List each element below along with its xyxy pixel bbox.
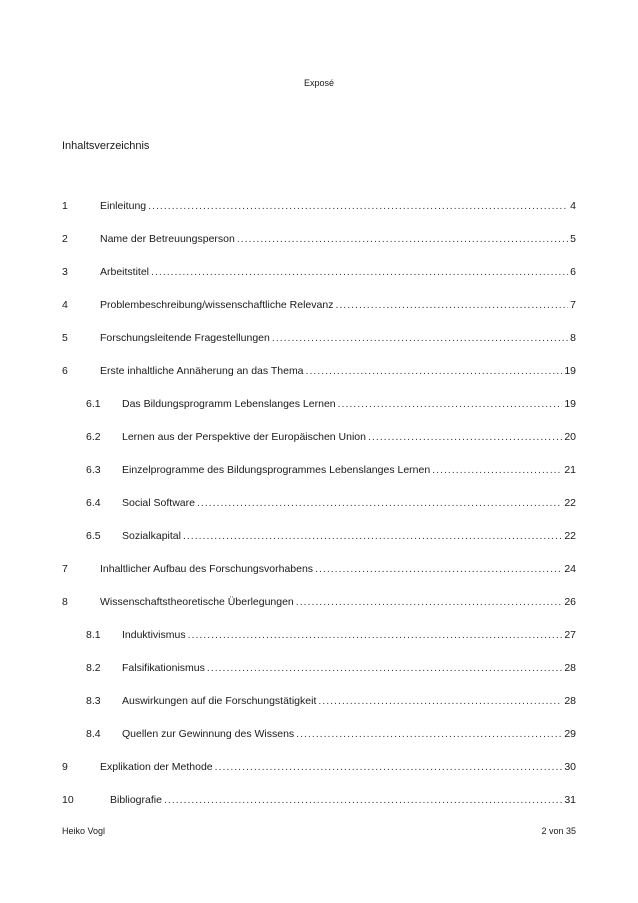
toc-entry-page: 22 (564, 497, 576, 509)
toc-entry-title[interactable]: Forschungsleitende Fragestellungen (100, 332, 270, 344)
toc-entry-page: 19 (564, 365, 576, 377)
toc-entry-title[interactable]: Problembeschreibung/wissenschaftliche Relevanz (100, 299, 334, 311)
footer-page-number: 2 von 35 (541, 826, 576, 836)
toc-entry[interactable] (62, 332, 576, 365)
toc-entry-title[interactable]: Einleitung (100, 200, 147, 212)
toc-entry-page: 5 (570, 233, 576, 245)
toc-entry-number: 5 (62, 332, 68, 344)
toc-entry-page: 8 (570, 332, 576, 344)
toc-entry[interactable] (62, 596, 576, 629)
toc-entry-page: 20 (564, 431, 576, 443)
toc-entry-title[interactable]: Auswirkungen auf die Forschungstätigkeit (122, 695, 317, 707)
toc-entry[interactable] (62, 662, 576, 695)
toc-entry-number: 10 (62, 794, 74, 806)
toc-entry-title[interactable]: Erste inhaltliche Annäherung an das Thema (100, 365, 304, 377)
toc-dot-leader (183, 530, 562, 542)
toc-entry-title[interactable]: Quellen zur Gewinnung des Wissens (122, 728, 295, 740)
toc-dot-leader (151, 266, 568, 278)
toc-entry-title[interactable]: Sozialkapital (122, 530, 181, 542)
toc-entry-title[interactable]: Bibliografie (110, 794, 162, 806)
toc-entry[interactable] (62, 530, 576, 563)
toc-entry-page: 6 (570, 266, 576, 278)
toc-dot-leader (215, 761, 563, 773)
toc-entry-page: 22 (564, 530, 576, 542)
toc-entry-page: 19 (564, 398, 576, 410)
toc-dot-leader (432, 464, 562, 476)
toc-dot-leader (237, 233, 568, 245)
toc-entry-page: 21 (564, 464, 576, 476)
toc-entry-page: 28 (564, 695, 576, 707)
toc-entry-page: 27 (564, 629, 576, 641)
toc-entry[interactable] (62, 761, 576, 794)
toc-entry-title[interactable]: Das Bildungsprogramm Lebenslanges Lernen (122, 398, 336, 410)
page-footer (62, 826, 576, 836)
toc-dot-leader (306, 365, 563, 377)
toc-entry-title[interactable]: Arbeitstitel (100, 266, 150, 278)
toc-entry-number: 8.4 (86, 728, 101, 740)
toc-entry[interactable] (62, 431, 576, 464)
toc-entry-number: 6.4 (86, 497, 101, 509)
toc-entry-number: 4 (62, 299, 68, 311)
toc-dot-leader (296, 728, 562, 740)
toc-dot-leader (188, 629, 563, 641)
toc-entry-page: 31 (564, 794, 576, 806)
toc-entry-page: 30 (564, 761, 576, 773)
toc-entry[interactable] (62, 497, 576, 530)
toc-heading: Inhaltsverzeichnis (62, 140, 150, 152)
toc-entry-number: 6.2 (86, 431, 101, 443)
toc-entry-number: 9 (62, 761, 68, 773)
toc-entry-page: 26 (564, 596, 576, 608)
toc-entry[interactable] (62, 695, 576, 728)
toc-entry-number: 6.1 (86, 398, 101, 410)
toc-entry[interactable] (62, 233, 576, 266)
toc-entry-number: 8.2 (86, 662, 101, 674)
toc-entry-number: 1 (62, 200, 68, 212)
toc-entry-title[interactable]: Name der Betreuungsperson (100, 233, 235, 245)
toc-entry[interactable] (62, 728, 576, 761)
toc-entry[interactable] (62, 398, 576, 431)
toc-dot-leader (164, 794, 562, 806)
footer-author: Heiko Vogl (62, 826, 106, 836)
toc-dot-leader (338, 398, 563, 410)
toc-entry[interactable] (62, 266, 576, 299)
toc-dot-leader (148, 200, 568, 212)
toc-entry-title[interactable]: Einzelprogramme des Bildungsprogrammes Lebenslanges Lernen (122, 464, 431, 476)
toc-entry-number: 2 (62, 233, 68, 245)
toc-dot-leader (315, 563, 562, 575)
toc-entry[interactable] (62, 563, 576, 596)
toc-entry-title[interactable]: Induktivismus (122, 629, 186, 641)
toc-entry[interactable] (62, 200, 576, 233)
toc-entry-number: 8.1 (86, 629, 101, 641)
toc-entry-title[interactable]: Inhaltlicher Aufbau des Forschungsvorhabens (100, 563, 314, 575)
toc-entry-title[interactable]: Social Software (122, 497, 195, 509)
toc-dot-leader (197, 497, 562, 509)
toc-dot-leader (296, 596, 563, 608)
toc-entry-title[interactable]: Explikation der Methode (100, 761, 213, 773)
toc-dot-leader (368, 431, 562, 443)
toc-entry-title[interactable]: Falsifikationismus (122, 662, 205, 674)
toc-entry-page: 24 (564, 563, 576, 575)
toc-dot-leader (207, 662, 562, 674)
toc-entry-page: 7 (570, 299, 576, 311)
toc-entry[interactable] (62, 464, 576, 497)
toc-entry-number: 6 (62, 365, 68, 377)
toc-entry-title[interactable]: Wissenschaftstheoretische Überlegungen (100, 596, 294, 608)
toc-entry-page: 4 (570, 200, 576, 212)
toc-dot-leader (335, 299, 568, 311)
toc-entry[interactable] (62, 629, 576, 662)
toc-entry-number: 6.5 (86, 530, 101, 542)
toc-dot-leader (272, 332, 568, 344)
toc-entry-page: 29 (564, 728, 576, 740)
toc-entry-title[interactable]: Lernen aus der Perspektive der Europäischen Union (122, 431, 366, 443)
table-of-contents (62, 200, 576, 827)
toc-entry[interactable] (62, 794, 576, 827)
toc-entry-number: 8.3 (86, 695, 101, 707)
toc-dot-leader (318, 695, 562, 707)
toc-entry-number: 8 (62, 596, 68, 608)
toc-entry-page: 28 (564, 662, 576, 674)
toc-entry-number: 6.3 (86, 464, 101, 476)
toc-entry-number: 7 (62, 563, 68, 575)
toc-entry[interactable] (62, 299, 576, 332)
header-title: Exposé (303, 78, 335, 88)
toc-entry-number: 3 (62, 266, 68, 278)
page-header (0, 78, 638, 88)
toc-entry[interactable] (62, 365, 576, 398)
